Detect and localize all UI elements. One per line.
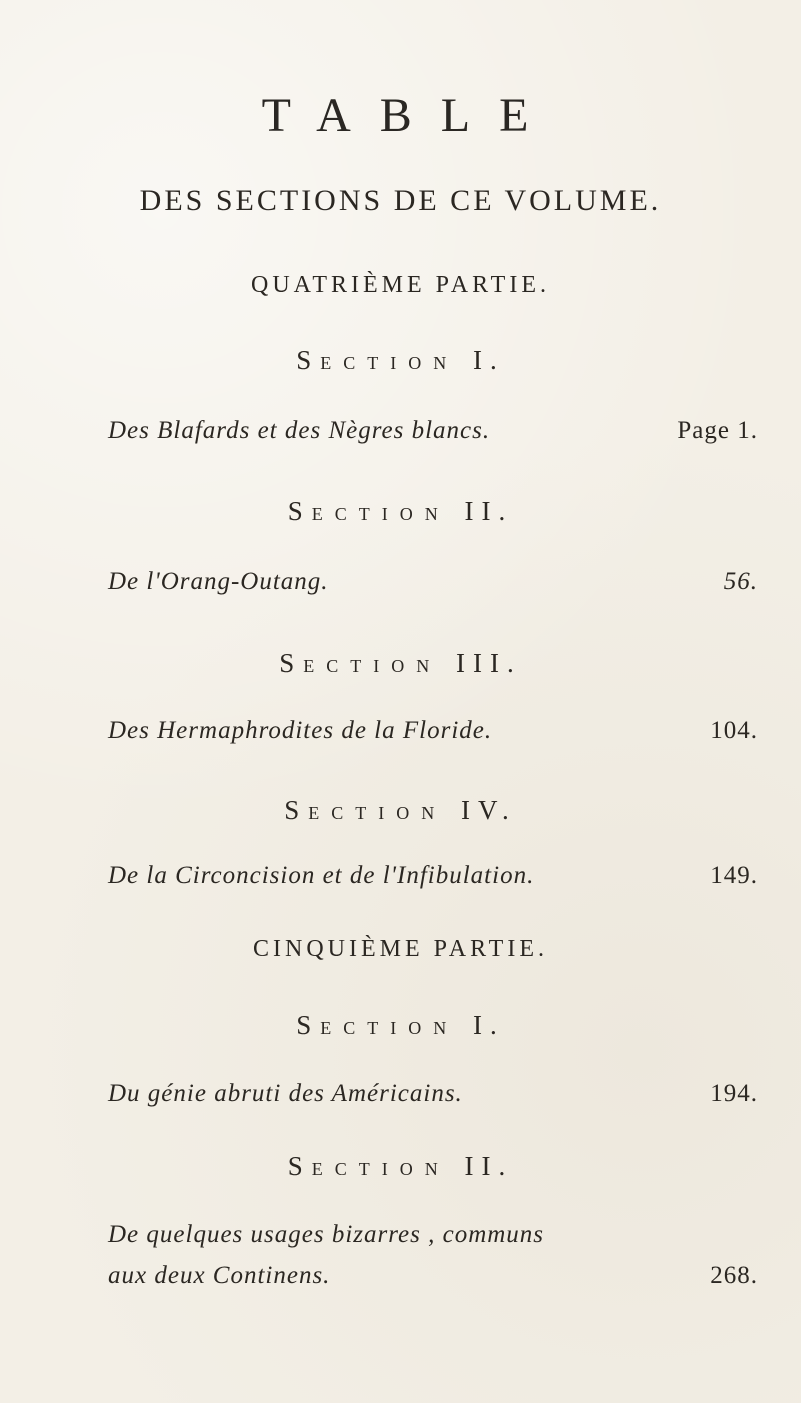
- part-heading-cinquieme: CINQUIÈME PARTIE.: [252, 936, 548, 962]
- section-heading: [0, 1010, 801, 1041]
- section-initial: S: [284, 795, 309, 825]
- section-initial: S: [287, 496, 312, 526]
- entry-title-continued: aux deux Continens.: [108, 1262, 331, 1289]
- entry-title: De la Circoncision et de l'Infibulation.: [108, 862, 535, 889]
- section-heading: [0, 648, 801, 679]
- section-word: ECTION: [308, 803, 447, 823]
- entry-title: Des Hermaphrodites de la Floride.: [108, 717, 493, 744]
- section-word: ECTION: [303, 656, 442, 676]
- section-numeral: II.: [464, 496, 514, 526]
- entry-title: Du génie abruti des Américains.: [108, 1080, 463, 1107]
- section-initial: S: [296, 345, 321, 375]
- table-title: TABLE: [261, 89, 558, 142]
- section-heading: [0, 496, 801, 527]
- section-numeral: II.: [464, 1151, 514, 1181]
- entry-page: Page 1.: [677, 417, 758, 444]
- entry-page: 104.: [710, 717, 758, 744]
- section-initial: S: [279, 648, 304, 678]
- entry-page: 149.: [710, 862, 758, 889]
- table-subtitle: DES SECTIONS DE CE VOLUME.: [139, 184, 662, 217]
- entry-page: 56.: [723, 568, 758, 595]
- section-heading: [0, 795, 801, 826]
- section-initial: S: [296, 1010, 321, 1040]
- toc-entry: [108, 717, 758, 757]
- section-heading: [0, 345, 801, 376]
- section-numeral: IV.: [461, 795, 517, 825]
- section-heading: [0, 1151, 801, 1182]
- section-numeral: III.: [456, 648, 522, 678]
- section-word: ECTION: [320, 353, 459, 373]
- section-numeral: I.: [473, 345, 505, 375]
- entry-page: 194.: [710, 1080, 758, 1107]
- section-word: ECTION: [311, 1159, 450, 1179]
- section-word: ECTION: [320, 1018, 459, 1038]
- toc-entry-line-2: [108, 1262, 758, 1302]
- entry-page: 268.: [710, 1262, 758, 1289]
- entry-title: De quelques usages bizarres , communs: [108, 1221, 545, 1248]
- part-heading-quatrieme: QUATRIÈME PARTIE.: [250, 272, 550, 298]
- section-word: ECTION: [311, 504, 450, 524]
- toc-entry: [108, 568, 758, 608]
- toc-entry: [108, 417, 758, 457]
- section-initial: S: [287, 1151, 312, 1181]
- entry-title: De l'Orang-Outang.: [108, 568, 329, 595]
- toc-entry: [108, 1080, 758, 1120]
- entry-title: Des Blafards et des Nègres blancs.: [108, 417, 491, 444]
- section-numeral: I.: [473, 1010, 505, 1040]
- toc-entry: [108, 862, 758, 902]
- toc-entry-line-1: [108, 1221, 758, 1261]
